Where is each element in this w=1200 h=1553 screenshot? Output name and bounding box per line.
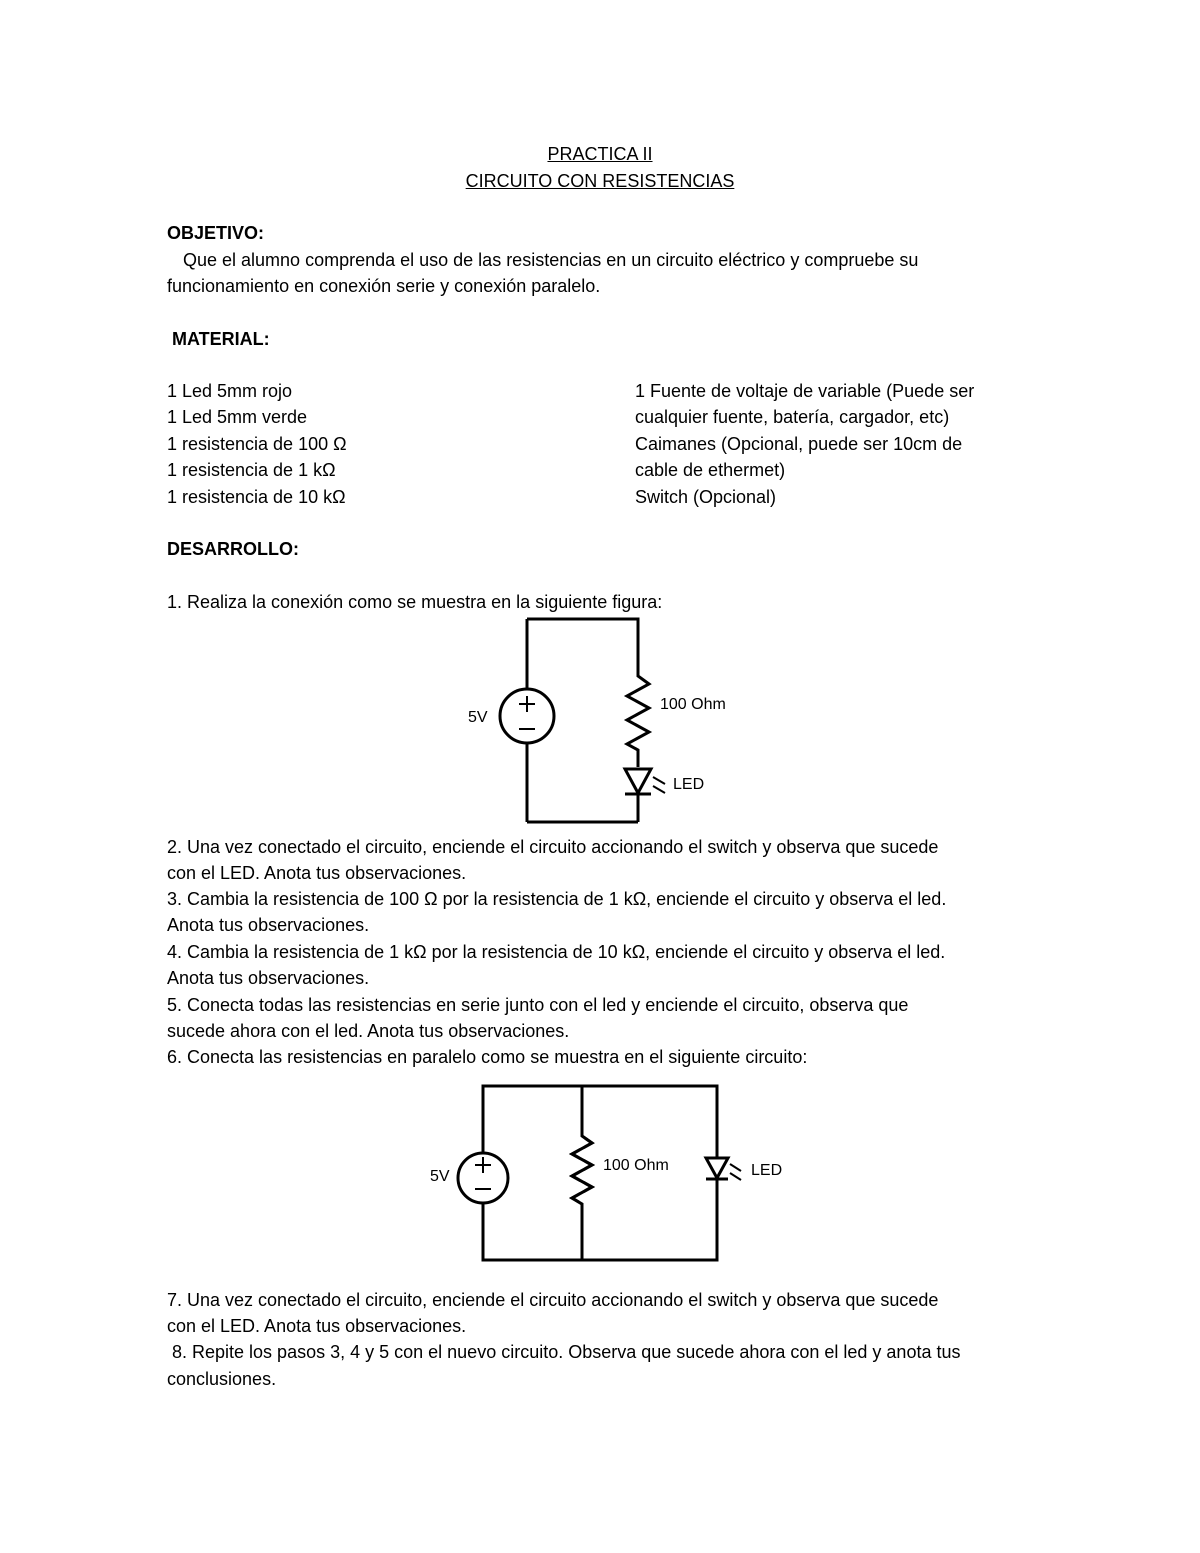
circuit-wire (527, 619, 638, 672)
resistor-label: 100 Ohm (603, 1157, 669, 1174)
material-right-item: Caimanes (Opcional, puede ser 10cm de (635, 434, 963, 454)
circuit-loop (483, 1086, 717, 1260)
material-right-item: cualquier fuente, batería, cargador, etc) (635, 407, 950, 427)
step-text: Una vez conectado el circuito, enciende el circuito accionando el switch y observa que sucede (182, 1290, 939, 1310)
desarrollo-heading: DESARROLLO: (167, 539, 299, 559)
led-symbol (625, 769, 651, 793)
step-text: Repite los pasos 3, 4 y 5 con el nuevo circuito. Observa que sucede ahora con el led y anota tus (187, 1342, 961, 1362)
step-text: Cambia la resistencia de 1 kΩ por la resistencia de 10 kΩ, enciende el circuito y observa el led. (182, 942, 946, 962)
step-2 (167, 834, 938, 861)
material-heading: MATERIAL: (172, 329, 270, 349)
material-left-item: 1 Led 5mm rojo (167, 381, 293, 401)
source-label: 5V (468, 709, 488, 726)
step-text: Conecta las resistencias en paralelo como se muestra en el siguiente circuito: (182, 1047, 808, 1067)
step-text: Cambia la resistencia de 100 Ω por la resistencia de 1 kΩ, enciende el circuito y observa el led. (182, 889, 947, 909)
step-number: 5. (167, 995, 183, 1015)
source-label: 5V (430, 1168, 450, 1185)
material-right-item: 1 Fuente de voltaje de variable (Puede ser (635, 381, 975, 401)
step-2-continued: con el LED. Anota tus observaciones. (167, 863, 467, 883)
material-left-item: 1 resistencia de 10 kΩ (167, 487, 346, 507)
step-text: Conecta todas las resistencias en serie junto con el led y enciende el circuito, observa que (182, 995, 909, 1015)
material-left-item: 1 resistencia de 1 kΩ (167, 460, 336, 480)
step-6 (167, 1044, 807, 1071)
step-4-continued: Anota tus observaciones. (167, 968, 370, 988)
led-arrow (730, 1164, 741, 1171)
step-number: 3. (167, 889, 183, 909)
objetivo-heading: OBJETIVO: (167, 223, 265, 243)
step-7 (167, 1287, 938, 1314)
document-subtitle: CIRCUITO CON RESISTENCIAS (465, 171, 735, 191)
document-title: PRACTICA II (547, 144, 653, 164)
step-8-continued: conclusiones. (167, 1369, 277, 1389)
led-label: LED (673, 776, 705, 793)
material-left-item: 1 Led 5mm verde (167, 407, 308, 427)
step-5-continued: sucede ahora con el led. Anota tus observaciones. (167, 1021, 570, 1041)
step-5 (167, 992, 908, 1019)
series-circuit-diagram (455, 612, 755, 832)
resistor-symbol (627, 672, 649, 767)
led-symbol (706, 1158, 728, 1178)
objetivo-text-line-1: Que el alumno comprenda el uso de las resistencias en un circuito eléctrico y compruebe su (183, 250, 919, 270)
led-arrow (653, 777, 665, 784)
step-7-continued: con el LED. Anota tus observaciones. (167, 1316, 467, 1336)
material-left-item: 1 resistencia de 100 Ω (167, 434, 347, 454)
led-arrow (730, 1173, 741, 1180)
step-number: 1. (167, 592, 183, 612)
step-text: Realiza la conexión como se muestra en la siguiente figura: (182, 592, 663, 612)
step-text: Una vez conectado el circuito, enciende el circuito accionando el switch y observa que sucede (182, 837, 939, 857)
step-3-continued: Anota tus observaciones. (167, 915, 370, 935)
step-8 (172, 1339, 960, 1366)
parallel-circuit-diagram (410, 1078, 810, 1268)
step-number: 8. (172, 1342, 188, 1362)
material-right-item: Switch (Opcional) (635, 487, 777, 507)
led-arrow (653, 786, 665, 793)
resistor-label: 100 Ohm (660, 696, 726, 713)
step-number: 6. (167, 1047, 183, 1067)
step-number: 2. (167, 837, 183, 857)
objetivo-text-line-2: funcionamiento en conexión serie y conexión paralelo. (167, 276, 601, 296)
step-4 (167, 939, 945, 966)
material-right-item: cable de ethermet) (635, 460, 786, 480)
step-number: 7. (167, 1290, 183, 1310)
step-number: 4. (167, 942, 183, 962)
led-label: LED (751, 1162, 783, 1179)
step-3 (167, 886, 946, 913)
